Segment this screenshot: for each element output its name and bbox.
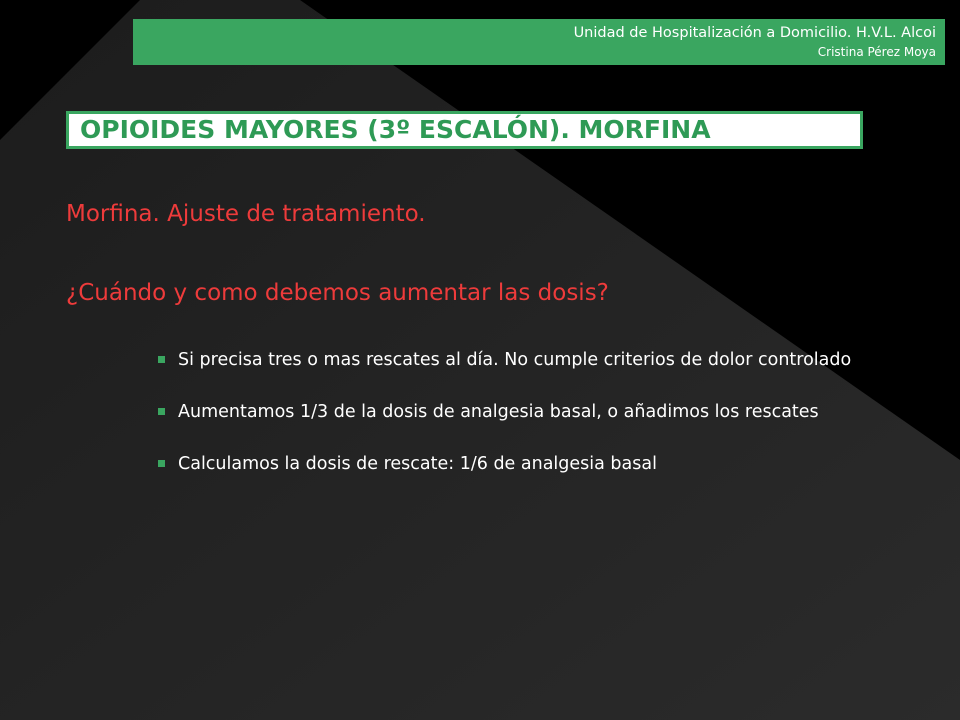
slide-heading-question: ¿Cuándo y como debemos aumentar las dosis? — [66, 280, 609, 306]
slide-heading-adjustment: Morfina. Ajuste de tratamiento. — [66, 201, 426, 227]
header-bar — [133, 19, 945, 65]
header-institution: Unidad de Hospitalización a Domicilio. H.V.L. Alcoi — [573, 25, 936, 41]
slide-title: OPIOIDES MAYORES (3º ESCALÓN). MORFINA — [66, 111, 863, 149]
bullet-text: Si precisa tres o mas rescates al día. No cumple criterios de dolor controlado — [178, 350, 852, 370]
bullet-item — [156, 340, 895, 380]
square-bullet-icon — [158, 408, 165, 415]
bullet-text: Aumentamos 1/3 de la dosis de analgesia basal, o añadimos los rescates — [178, 402, 819, 422]
bullet-item — [156, 392, 895, 432]
square-bullet-icon — [158, 356, 165, 363]
bullet-item — [156, 444, 895, 484]
header-author: Cristina Pérez Moya — [817, 45, 936, 59]
bullet-list — [156, 340, 895, 496]
square-bullet-icon — [158, 460, 165, 467]
bullet-text: Calculamos la dosis de rescate: 1/6 de analgesia basal — [178, 454, 657, 474]
